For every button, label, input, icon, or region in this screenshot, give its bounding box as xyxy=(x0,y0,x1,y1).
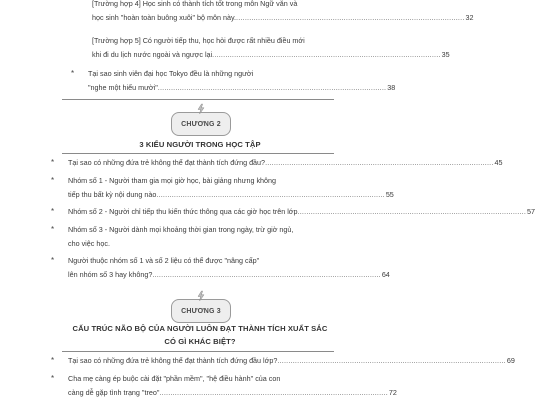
toc-entry[interactable] xyxy=(51,254,390,281)
dot-leader: ........................................................................................................ xyxy=(159,387,388,397)
dot-leader: ........................................................................................................ xyxy=(156,189,385,199)
chapter-3-title-line-2: CÓ GÌ KHÁC BIỆT? xyxy=(164,337,236,346)
toc-entry[interactable] xyxy=(51,156,503,170)
entry-line: khi đi du lịch nước ngoài và ngược lại xyxy=(92,49,213,59)
entry-line: Nhóm số 1 - Người tham gia mọi giờ học, bài giảng nhưng không xyxy=(68,176,277,185)
entry-line: [Trường hợp 4] Học sinh có thành tích tốt trong môn Ngữ văn và xyxy=(92,0,298,8)
page-number: 35 xyxy=(441,49,450,59)
entry-line: càng dễ gặp tình trạng "treo" xyxy=(68,387,160,397)
page-number: 72 xyxy=(388,387,397,397)
page-number: 38 xyxy=(387,82,396,92)
dot-leader: ........................................................................................................ xyxy=(152,269,381,279)
toc-entry[interactable] xyxy=(51,223,330,250)
asterisk-icon: * xyxy=(51,256,55,265)
entry-line: Nhóm số 3 - Người dành mọi khoảng thời gian trong ngày, trừ giờ ngủ, xyxy=(68,225,294,234)
entry-line: Tại sao sinh viên đại học Tokyo đều là những người xyxy=(88,69,254,78)
section-divider xyxy=(62,99,334,100)
entry-line: Người thuộc nhóm số 1 và số 2 liệu có thể được "nâng cấp" xyxy=(68,256,260,265)
chapter-label: CHƯƠNG 3 xyxy=(181,307,221,315)
dot-leader: ........................................................................................................ xyxy=(212,49,441,59)
dot-leader: ........................................................................................................ xyxy=(236,12,465,22)
lightning-icon xyxy=(196,291,206,301)
entry-line: tiếp thu bất kỳ nội dung nào xyxy=(68,189,157,199)
toc-entry[interactable] xyxy=(51,205,535,219)
toc-entry-tokyo[interactable] xyxy=(71,67,396,94)
chapter-label: CHƯƠNG 2 xyxy=(181,120,221,128)
entry-line: cho việc học. xyxy=(68,238,110,248)
dot-leader: ........................................................................................................ xyxy=(265,158,494,167)
chapter-2-badge xyxy=(171,112,231,136)
toc-entry[interactable] xyxy=(51,372,397,399)
section-divider xyxy=(62,351,334,352)
entry-line: lên nhóm số 3 hay không? xyxy=(68,269,153,279)
dot-leader: ........................................................................................................ xyxy=(157,82,387,92)
toc-entry-case-4[interactable] xyxy=(92,0,474,24)
toc-entry[interactable] xyxy=(51,174,394,201)
entry-line: Cha mẹ càng ép buộc cài đặt "phần mềm", "hệ điều hành" của con xyxy=(68,374,281,383)
dot-leader: ........................................................................................................ xyxy=(297,207,527,216)
asterisk-icon: * xyxy=(51,158,55,167)
page-number: 69 xyxy=(506,356,515,365)
lightning-icon xyxy=(196,104,206,114)
section-divider xyxy=(62,153,334,154)
entry-line: "nghe một hiểu mười" xyxy=(88,82,158,92)
toc-entry-case-5[interactable] xyxy=(92,34,450,61)
page-number: 32 xyxy=(465,12,474,22)
asterisk-icon: * xyxy=(51,225,55,234)
chapter-2-title: 3 KIỂU NGƯỜI TRONG HỌC TẬP xyxy=(139,140,261,149)
asterisk-icon: * xyxy=(51,374,55,383)
page-number: 57 xyxy=(527,207,535,216)
entry-line: Nhóm số 2 - Người chỉ tiếp thu kiến thức thông qua các giờ học trên lớp xyxy=(68,207,298,216)
entry-line: Tại sao có những đứa trẻ không thể đạt thành tích đứng đầu? xyxy=(68,158,266,167)
dot-leader: ........................................................................................................ xyxy=(277,356,506,365)
page-number: 45 xyxy=(494,158,503,167)
toc-entry[interactable] xyxy=(51,354,515,368)
chapter-3-title-line-1: CẤU TRÚC NÃO BỘ CỦA NGƯỜI LUÔN ĐẠT THÀNH TÍCH XUẤT SẮC xyxy=(72,324,328,333)
asterisk-icon: * xyxy=(51,207,55,216)
asterisk-icon: * xyxy=(51,356,55,365)
page-number: 55 xyxy=(385,189,394,199)
entry-line: học sinh "hoàn toàn buông xuôi" bộ môn này. xyxy=(92,12,237,22)
entry-line: [Trường hợp 5] Có người tiếp thu, học hỏi được rất nhiều điều mới xyxy=(92,36,305,45)
asterisk-icon: * xyxy=(51,176,55,185)
page-number: 64 xyxy=(381,269,390,279)
chapter-3-badge xyxy=(171,299,231,323)
entry-line: Tại sao có những đứa trẻ không thể đạt thành tích đứng đầu lớp? xyxy=(68,356,278,365)
asterisk-icon: * xyxy=(71,69,75,78)
